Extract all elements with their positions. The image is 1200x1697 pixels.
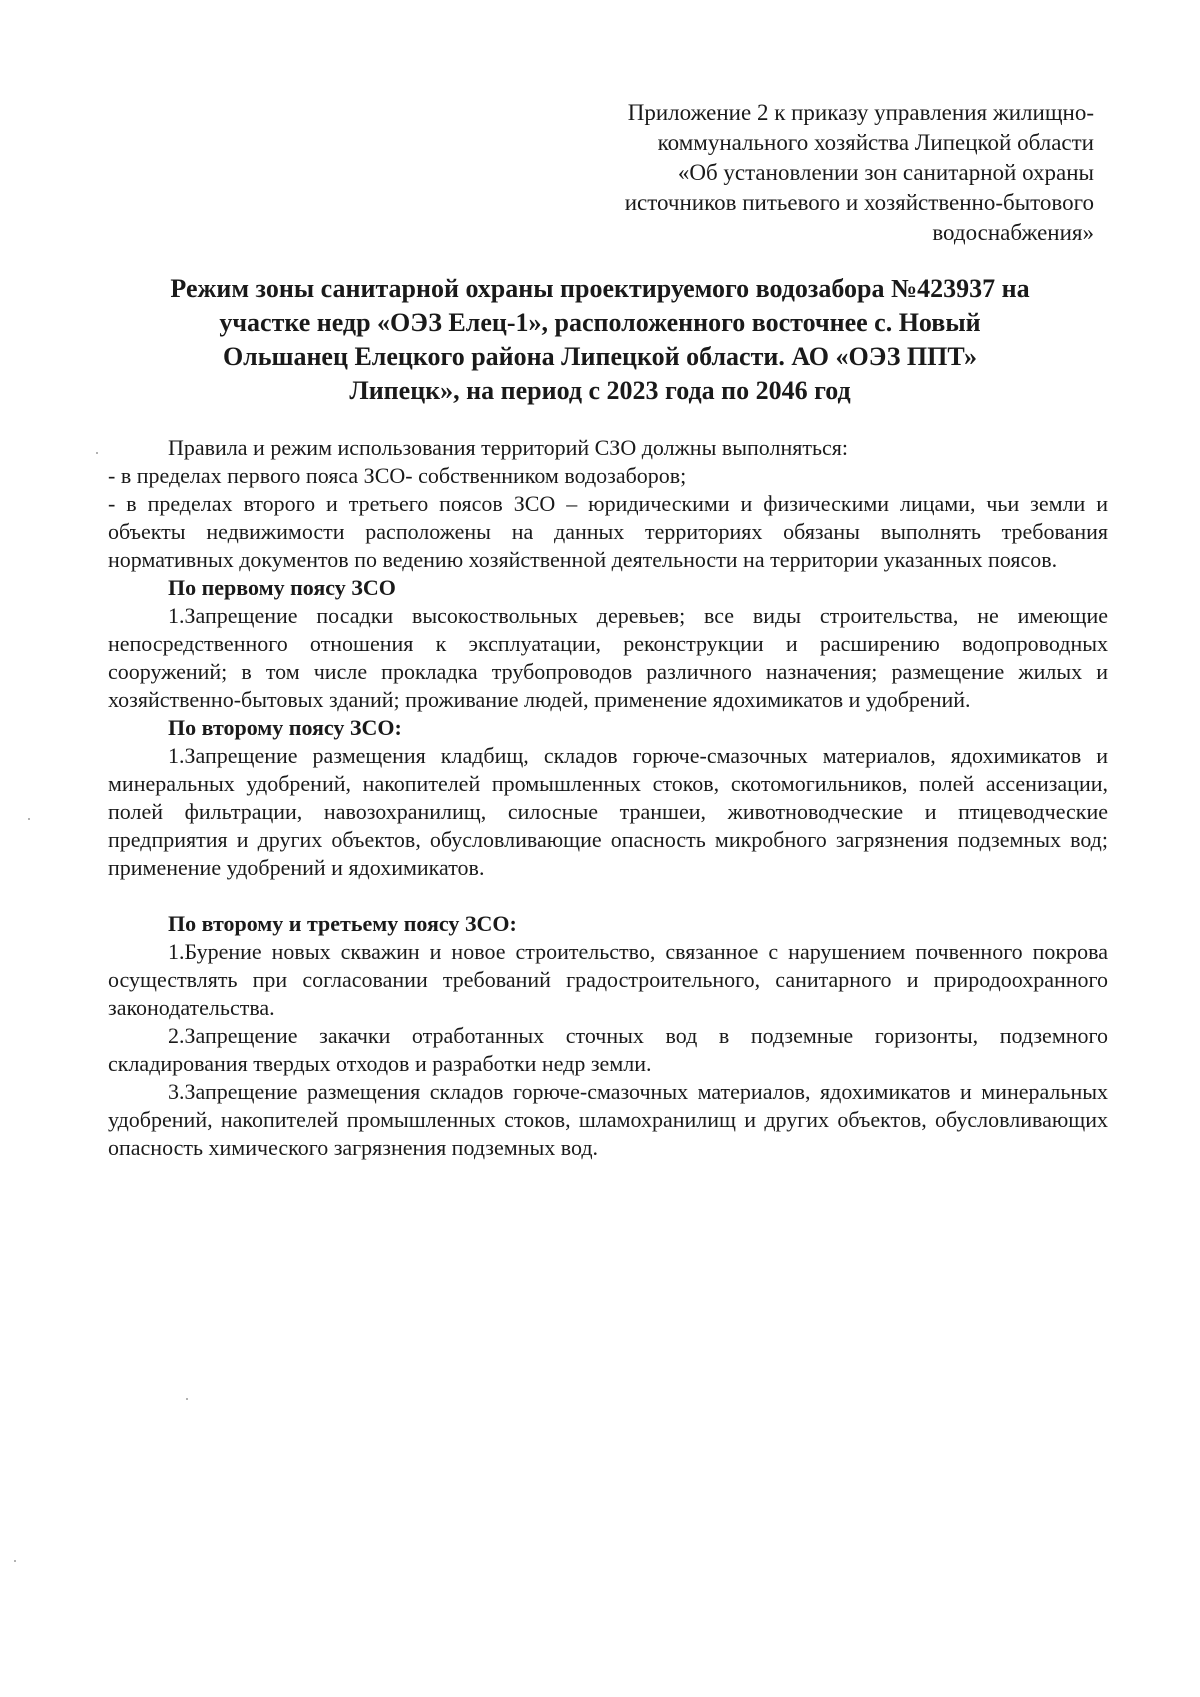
section-second-third-zone-paragraph-3: 3.Запрещение размещения складов горюче-смазочных материалов, ядохимикатов и минеральных удобрений, накопителей промышленных стоков, шламохранилищ и других объектов, обусловливающих опасность химического загрязнения подземных вод. <box>108 1079 1108 1160</box>
section-heading-second-zone: По второму поясу ЗСО: <box>168 715 402 740</box>
section-heading-first-zone: По первому поясу ЗСО <box>168 575 396 600</box>
title-line: участке недр «ОЭЗ Елец-1», расположенного восточнее с. Новый <box>219 308 981 337</box>
section-second-third-zone-paragraph-2: 2.Запрещение закачки отработанных сточных вод в подземные горизонты, подземного складирования твердых отходов и разработки недр земли. <box>108 1023 1108 1076</box>
appendix-line: водоснабжения» <box>932 220 1094 245</box>
scan-speck <box>186 1398 188 1400</box>
intro-item-first-zone: - в пределах первого пояса ЗСО- собственником водозаборов; <box>108 463 687 488</box>
appendix-line: Приложение 2 к приказу управления жилищно- <box>627 100 1094 125</box>
appendix-line: «Об установлении зон санитарной охраны <box>677 160 1094 185</box>
section-first-zone-paragraph: 1.Запрещение посадки высокоствольных деревьев; все виды строительства, не имеющие непосредственного отношения к эксплуатации, реконструкции и расширению водопроводных сооружений; в том числе прокладка трубопроводов различного назначения; размещение жилых и хозяйственно-бытовых зданий; проживание людей, применение ядохимикатов и удобрений. <box>108 603 1108 712</box>
scan-speck <box>28 818 30 820</box>
title-line: Ольшанец Елецкого района Липецкой области. АО «ОЭЗ ППТ» <box>222 342 978 371</box>
document-body <box>108 434 1108 1162</box>
appendix-line: коммунального хозяйства Липецкой области <box>657 130 1094 155</box>
scan-speck <box>96 452 98 454</box>
section-second-zone-paragraph: 1.Запрещение размещения кладбищ, складов горюче-смазочных материалов, ядохимикатов и минеральных удобрений, накопителей промышленных стоков, скотомогильников, полей ассенизации, полей фильтрации, навозохранилищ, силосные траншеи, животноводческие и птицеводческие предприятия и других объектов, обусловливающие опасность микробного загрязнения подземных вод; применение удобрений и ядохимикатов. <box>108 743 1108 880</box>
document-title <box>150 272 1050 408</box>
intro-item-second-third-zone: - в пределах второго и третьего поясов ЗСО – юридическими и физическими лицами, чьи земли и объекты недвижимости расположены на данных территориях обязаны выполнять требования нормативных документов по ведению хозяйственной деятельности на территории указанных поясов. <box>108 491 1108 572</box>
section-second-third-zone-paragraph-1: 1.Бурение новых скважин и новое строительство, связанное с нарушением почвенного покрова осуществлять при согласовании требований градостроительного, санитарного и природоохранного законодательства. <box>108 939 1108 1020</box>
scan-speck <box>14 1560 16 1562</box>
appendix-line: источников питьевого и хозяйственно-бытового <box>624 190 1094 215</box>
intro-lead: Правила и режим использования территорий СЗО должны выполняться: <box>168 435 849 460</box>
title-line: Липецк», на период с 2023 года по 2046 год <box>349 376 851 405</box>
section-spacer <box>108 882 1108 910</box>
title-line: Режим зоны санитарной охраны проектируемого водозабора №423937 на <box>170 274 1030 303</box>
appendix-note <box>574 98 1094 248</box>
section-heading-second-third-zone: По второму и третьему поясу ЗСО: <box>168 911 517 936</box>
